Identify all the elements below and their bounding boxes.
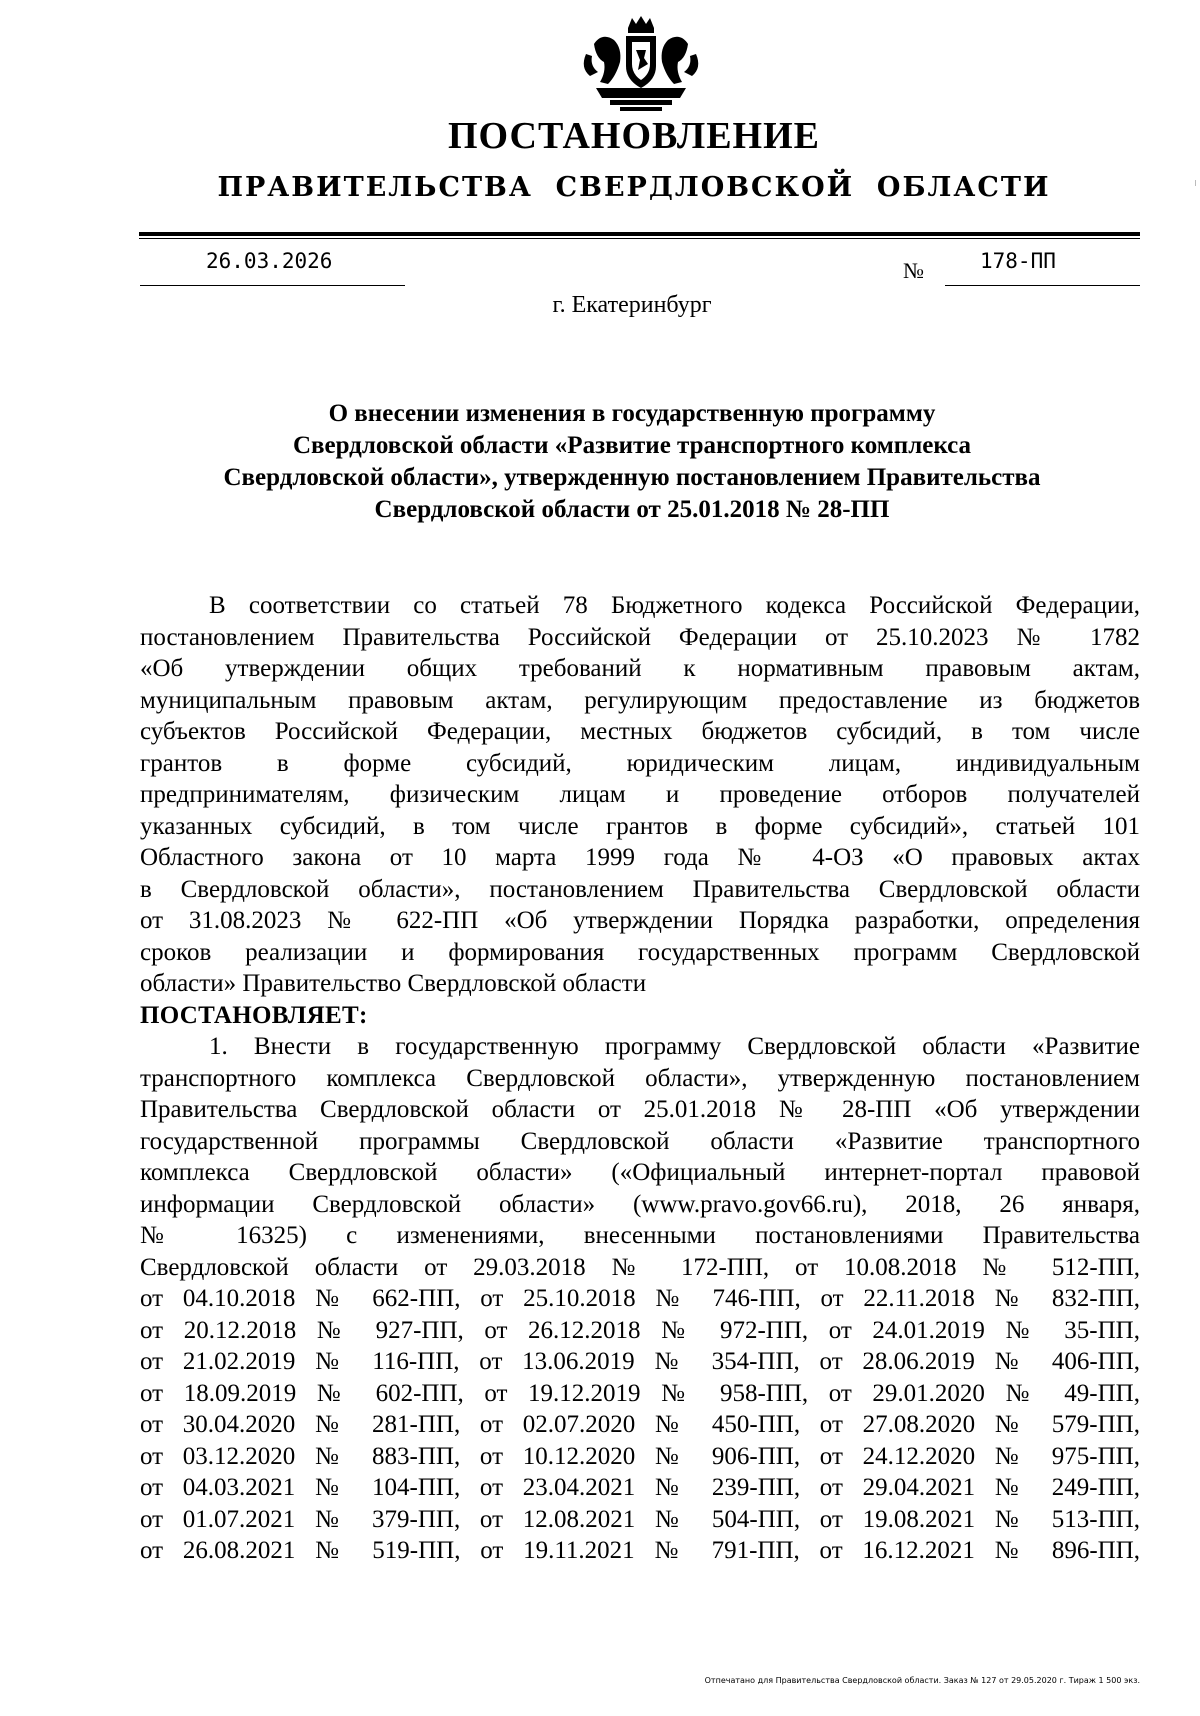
preamble-line: грантов в форме субсидий, юридическим лицам, индивидуальным [140, 749, 1140, 777]
preamble-line: субъектов Российской Федерации, местных бюджетов субсидий, в том числе [140, 718, 1140, 745]
item1-line: Правительства Свердловской области от 25.01.2018 № 28-ПП «Об утверждении [140, 1096, 1140, 1123]
preamble-line: в Свердловской области», постановлением Правительства Свердловской области [140, 875, 1140, 903]
number-sign: № [903, 258, 924, 283]
item1-line: от 26.08.2021 № 519-ПП, от 19.11.2021 № 791-ПП, от 16.12.2021 № 896-ПП, [140, 1537, 1140, 1564]
preamble-line: постановлением Правительства Российской Федерации от 25.10.2023 № 1782 [140, 623, 1140, 651]
document-number: 178-ПП [980, 249, 1056, 273]
document-heading [0, 398, 1200, 526]
item1-line: комплекса Свердловской области» («Официальный интернет-портал правовой [140, 1159, 1140, 1186]
preamble-line: области» Правительство Свердловской области [140, 970, 647, 997]
date-field [140, 249, 405, 286]
item1-line: от 18.09.2019 № 602-ПП, от 19.12.2019 № 958-ПП, от 29.01.2020 № 49-ПП, [140, 1379, 1140, 1407]
header-divider-thin [139, 238, 1140, 239]
item1-line: от 21.02.2019 № 116-ПП, от 13.06.2019 № 354-ПП, от 28.06.2019 № 406-ПП, [140, 1348, 1140, 1375]
document-type-title: ПОСТАНОВЛЕНИЕ [447, 115, 821, 157]
item1-line: 1. Внести в государственную программу Свердловской области «Развитие [209, 1033, 1140, 1060]
preamble-line: «Об утверждении общих требований к нормативным правовым актам, [140, 655, 1140, 682]
heading-line: Свердловской области от 25.01.2018 № 28-ПП [374, 496, 890, 523]
item1-line: от 20.12.2018 № 927-ПП, от 26.12.2018 № 972-ПП, от 24.01.2019 № 35-ПП, [140, 1316, 1140, 1344]
preamble-line: предпринимателям, физическим лицам и проведение отборов получателей [140, 781, 1140, 808]
preamble-line: муниципальным правовым актам, регулирующим предоставление из бюджетов [140, 686, 1140, 714]
item1-line: транспортного комплекса Свердловской области», утвержденную постановлением [140, 1064, 1140, 1092]
document-body [140, 590, 1140, 1567]
resolves-heading: ПОСТАНОВЛЯЕТ: [140, 1001, 368, 1029]
number-field [945, 249, 1140, 286]
item1-line: от 04.03.2021 № 104-ПП, от 23.04.2021 № 239-ПП, от 29.04.2021 № 249-ПП, [140, 1474, 1140, 1501]
item1-line: информации Свердловской области» (www.pravo.gov66.ru), 2018, 26 января, [140, 1190, 1140, 1218]
heading-line: Свердловской области», утвержденную постановлением Правительства [223, 464, 1041, 491]
preamble-line: сроков реализации и формирования государственных программ Свердловской [140, 938, 1140, 966]
item1-line: от 04.10.2018 № 662-ПП, от 25.10.2018 № 746-ПП, от 22.11.2018 № 832-ПП, [140, 1285, 1140, 1312]
margin-mark [1195, 180, 1196, 186]
print-note: Отпечатано для Правительства Свердловской области. Заказ № 127 от 29.05.2020 г. Тираж 1 500 экз. [704, 1676, 1140, 1685]
preamble-line: указанных субсидий, в том числе грантов в форме субсидий», статьей 101 [140, 812, 1140, 840]
heading-line: О внесении изменения в государственную программу [328, 400, 936, 427]
item1-line: от 03.12.2020 № 883-ПП, от 10.12.2020 № 906-ПП, от 24.12.2020 № 975-ПП, [140, 1442, 1140, 1470]
preamble-line: Областного закона от 10 марта 1999 года № 4-ОЗ «О правовых актах [140, 844, 1140, 871]
item1-line: от 30.04.2020 № 281-ПП, от 02.07.2020 № 450-ПП, от 27.08.2020 № 579-ПП, [140, 1411, 1140, 1438]
issue-city: г. Екатеринбург [552, 292, 712, 318]
preamble-line: В соответствии со статьей 78 Бюджетного кодекса Российской Федерации, [209, 592, 1140, 619]
preamble-line: от 31.08.2023 № 622-ПП «Об утверждении Порядка разработки, определения [140, 907, 1140, 934]
header-divider-thick [139, 232, 1140, 236]
document-date: 26.03.2026 [206, 249, 333, 273]
issuing-authority: ПРАВИТЕЛЬСТВА СВЕРДЛОВСКОЙ ОБЛАСТИ [217, 172, 1051, 203]
item1-line: Свердловской области от 29.03.2018 № 172-ПП, от 10.08.2018 № 512-ПП, [140, 1253, 1140, 1281]
item1-line: № 16325) с изменениями, внесенными постановлениями Правительства [140, 1222, 1140, 1249]
item1-line: от 01.07.2021 № 379-ПП, от 12.08.2021 № 504-ПП, от 19.08.2021 № 513-ПП, [140, 1505, 1140, 1533]
item1-line: государственной программы Свердловской области «Развитие транспортного [140, 1127, 1140, 1155]
sverdlovsk-coat-of-arms-icon [576, 14, 706, 116]
heading-line: Свердловской области «Развитие транспортного комплекса [292, 432, 972, 459]
